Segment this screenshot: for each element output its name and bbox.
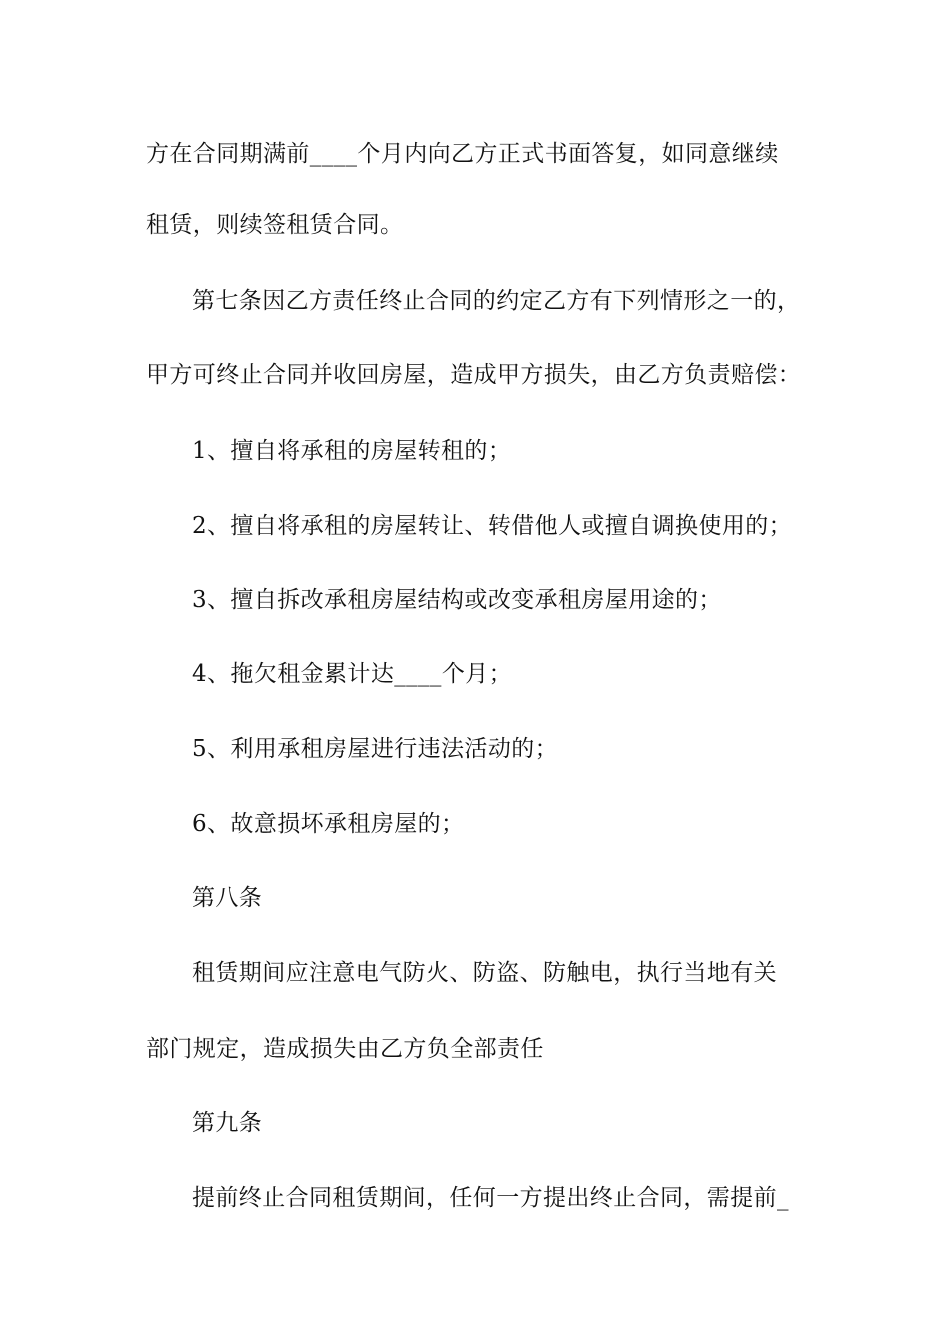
text-line-12: 租赁期间应注意电气防火、防盗、防触电，执行当地有关 [192, 960, 777, 986]
text-line-6: 2、擅自将承租的房屋转让、转借他人或擅自调换使用的； [192, 513, 793, 539]
text-line-1: 方在合同期满前____个月内向乙方正式书面答复，如同意继续 [146, 141, 779, 167]
text-line-5: 1、擅自将承租的房屋转租的； [192, 438, 512, 464]
text-line-9: 5、利用承租房屋进行违法活动的； [192, 736, 559, 762]
text-line-8: 4、拖欠租金累计达____个月； [192, 661, 513, 687]
text-line-4: 甲方可终止合同并收回房屋，造成甲方损失，由乙方负责赔偿： [146, 362, 802, 388]
text-line-13: 部门规定，造成损失由乙方负全部责任 [146, 1036, 544, 1062]
text-line-3: 第七条因乙方责任终止合同的约定乙方有下列情形之一的， [192, 288, 801, 314]
text-line-14: 第九条 [192, 1110, 263, 1136]
text-line-2: 租赁，则续签租赁合同。 [146, 212, 404, 238]
text-line-11: 第八条 [192, 885, 263, 911]
text-line-15: 提前终止合同租赁期间，任何一方提出终止合同，需提前_ [192, 1185, 789, 1211]
text-line-10: 6、故意损坏承租房屋的； [192, 811, 465, 837]
text-line-7: 3、擅自拆改承租房屋结构或改变承租房屋用途的； [192, 587, 722, 613]
